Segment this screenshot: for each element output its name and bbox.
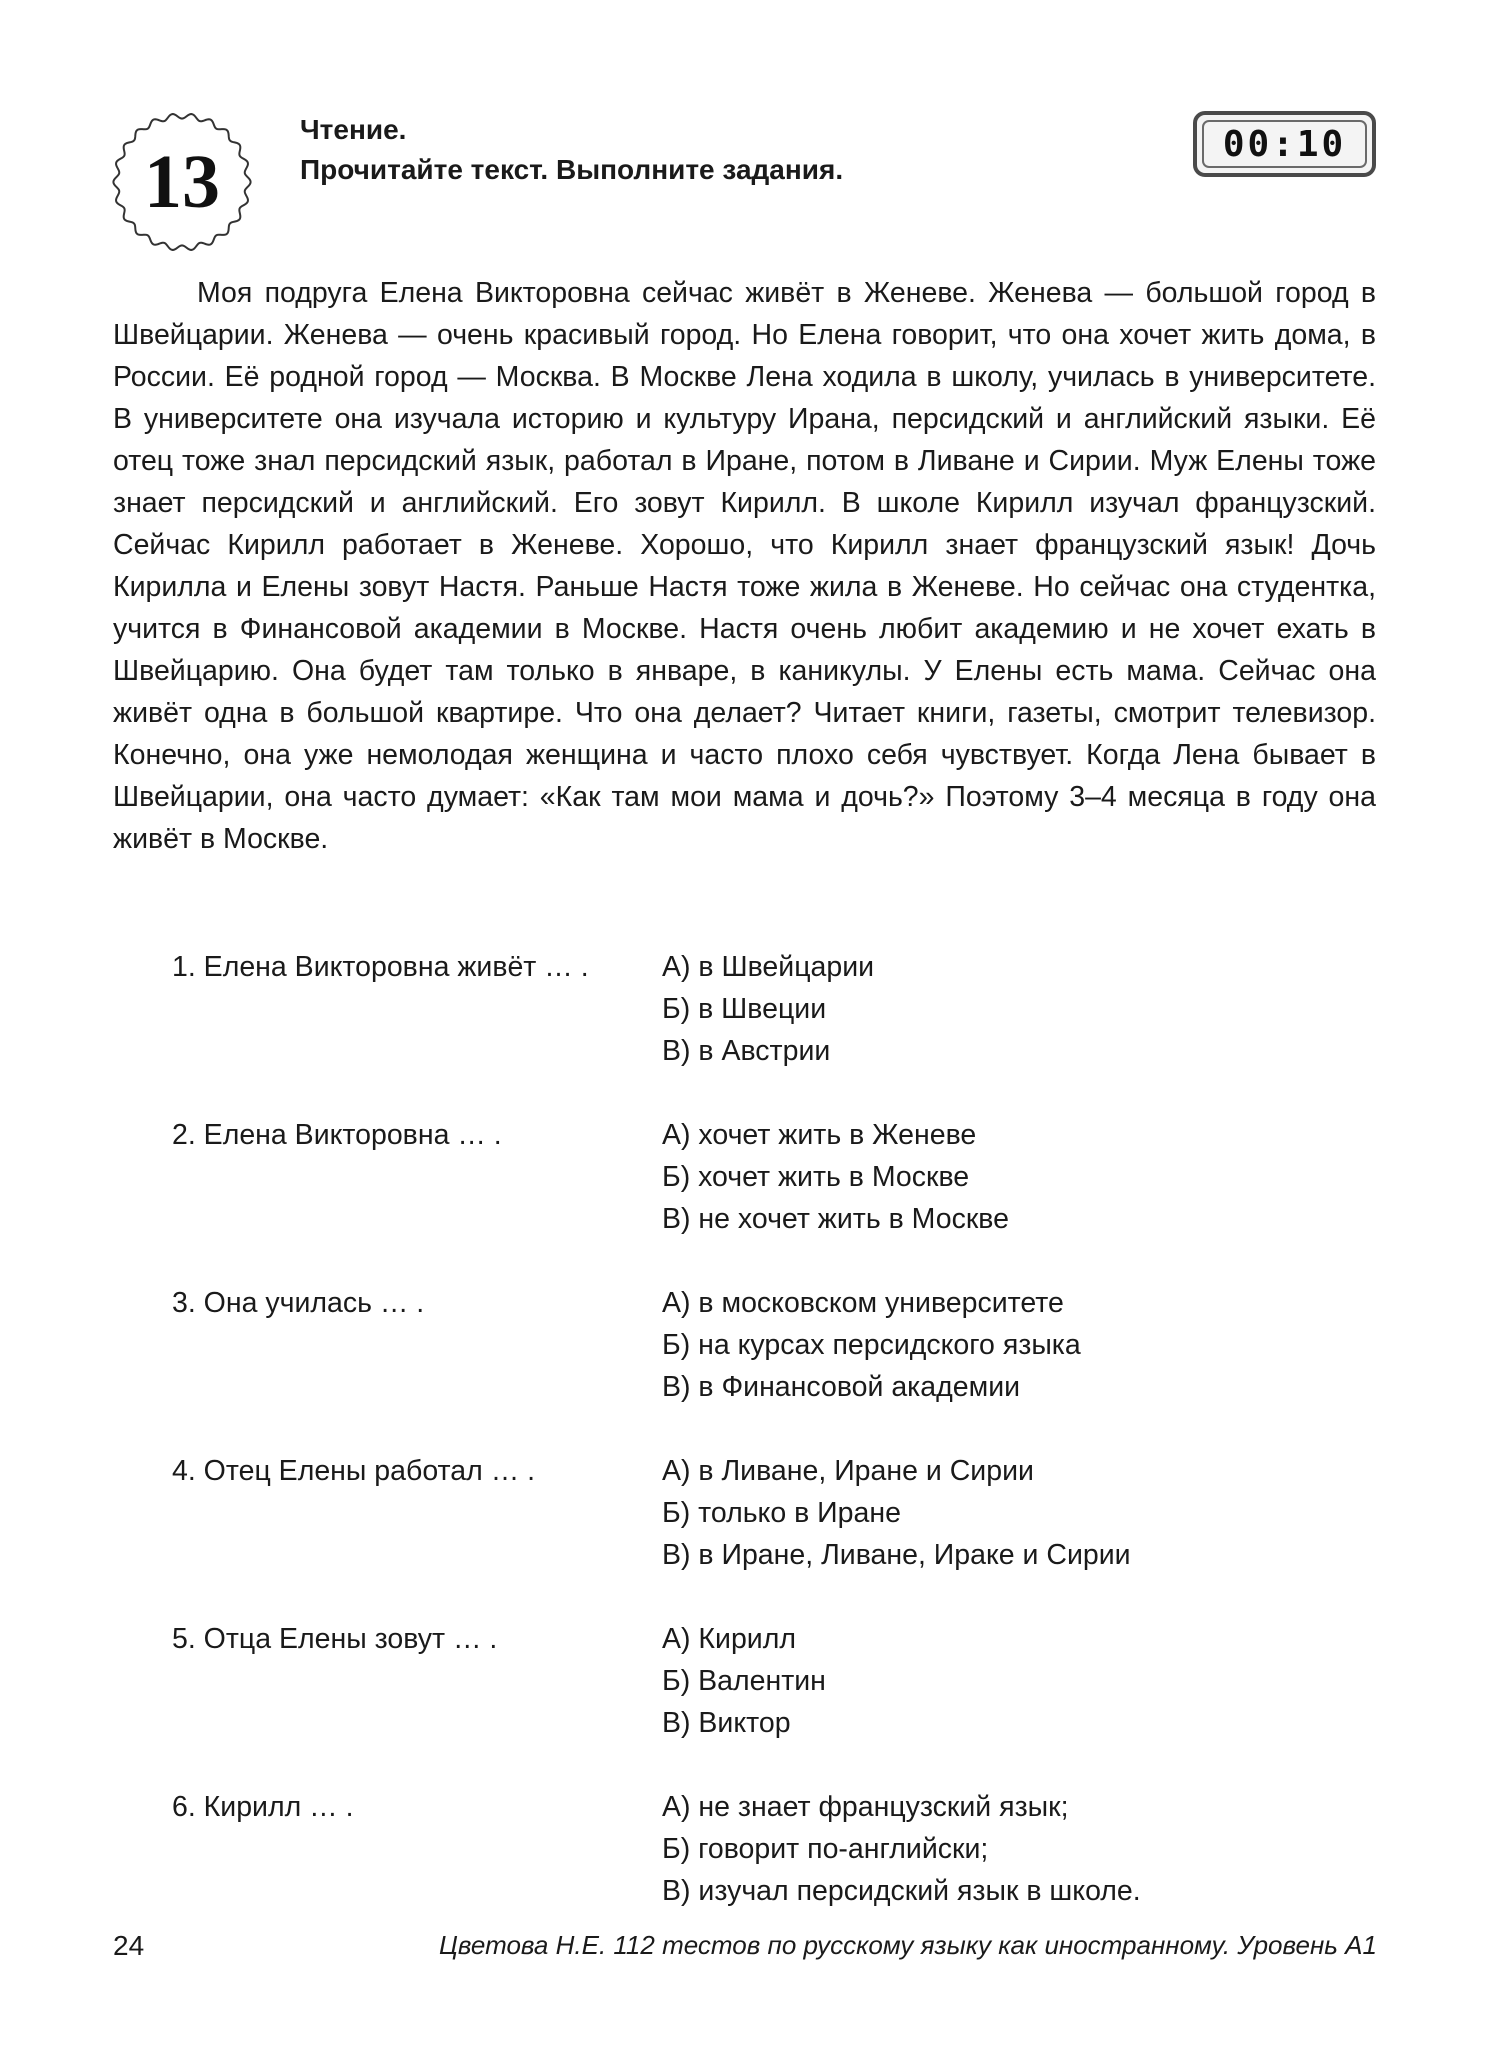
task-number: 13: [144, 139, 220, 224]
answer-option[interactable]: А) хочет жить в Женеве: [662, 1119, 977, 1151]
task-number-badge: [108, 108, 256, 256]
answer-option[interactable]: А) не знает французский язык;: [662, 1791, 1069, 1823]
answer-option[interactable]: В) не хочет жить в Москве: [662, 1203, 1009, 1235]
answer-options: [662, 1450, 1131, 1576]
answer-option[interactable]: В) в Австрии: [662, 1035, 831, 1067]
answer-option[interactable]: В) в Финансовой академии: [662, 1371, 1021, 1403]
answer-option[interactable]: А) Кирилл: [662, 1623, 796, 1655]
answer-option[interactable]: Б) говорит по-английски;: [662, 1833, 989, 1865]
question-4: [172, 1450, 1322, 1618]
timer-badge: [1193, 111, 1376, 177]
answer-option[interactable]: Б) только в Иране: [662, 1497, 901, 1529]
question-text: 6. Кирилл … .: [172, 1791, 354, 1823]
question-text: 1. Елена Викторовна живёт … .: [172, 951, 589, 983]
question-3: [172, 1282, 1322, 1450]
question-text: 4. Отец Елены работал … .: [172, 1455, 536, 1487]
answer-options: [662, 946, 874, 1072]
answer-option[interactable]: В) в Иране, Ливане, Ираке и Сирии: [662, 1539, 1131, 1571]
answer-option[interactable]: В) изучал персидский язык в школе.: [662, 1875, 1141, 1907]
answer-option[interactable]: А) в Швейцарии: [662, 951, 875, 983]
timer-value: 00:10: [1202, 120, 1367, 168]
answer-options: [662, 1282, 1081, 1408]
answer-options: [662, 1618, 826, 1744]
answer-option[interactable]: А) в московском университете: [662, 1287, 1064, 1319]
task-heading: [300, 110, 843, 190]
answer-option[interactable]: Б) на курсах персидского языка: [662, 1329, 1081, 1361]
question-text: 2. Елена Викторовна … .: [172, 1119, 502, 1151]
page-number: 24: [113, 1930, 145, 1961]
section-title: Чтение.: [300, 114, 407, 145]
answer-options: [662, 1114, 1009, 1240]
question-list: [172, 946, 1322, 1954]
question-text: 3. Она училась … .: [172, 1287, 425, 1319]
answer-option[interactable]: Б) в Швеции: [662, 993, 827, 1025]
task-instruction: Прочитайте текст. Выполните задания.: [300, 154, 844, 185]
question-6: [172, 1786, 1322, 1954]
answer-option[interactable]: В) Виктор: [662, 1707, 791, 1739]
question-2: [172, 1114, 1322, 1282]
question-5: [172, 1618, 1322, 1786]
answer-options: [662, 1786, 1141, 1912]
question-1: [172, 946, 1322, 1114]
reading-text: Моя подруга Елена Викторовна сейчас живёт в Женеве. Женева — большой город в Швейцарии. Женева — очень красивый город. Но Елена говорит, что она хочет жить дома, в России. Её родной город — Москва. В Москве Лена ходила в школу, училась в университете. В университете она изучала историю и культуру Ирана, персидский и английский языки. Её отец тоже знал персидский язык, работал в Иране, потом в Ливане и Сирии. Муж Елены тоже знает персидский и английский. Его зовут Кирилл. В школе Кирилл изучал французский. Сейчас Кирилл работает в Женеве. Хорошо, что Кирилл знает французский язык! Дочь Кирилла и Елены зовут Настя. Раньше Настя тоже жила в Женеве. Но сейчас она студентка, учится в Финансовой академии в Москве. Настя очень любит академию и не хочет ехать в Швейцарию. Она будет там только в январе, в каникулы. У Елены есть мама. Сейчас она живёт одна в большой квартире. Что она делает? Читает книги, газеты, смотрит телевизор. Конечно, она уже немолодая женщина и часто плохо себя чувствует. Когда Лена бывает в Швейцарии, она часто думает: «Как там мои мама и дочь?» Поэтому 3–4 месяца в году она живёт в Москве.: [113, 277, 1376, 855]
answer-option[interactable]: А) в Ливане, Иране и Сирии: [662, 1455, 1034, 1487]
book-credit: Цветова Н.Е. 112 тестов по русскому языку как иностранному. Уровень А1: [439, 1930, 1377, 1960]
answer-option[interactable]: Б) Валентин: [662, 1665, 826, 1697]
answer-option[interactable]: Б) хочет жить в Москве: [662, 1161, 970, 1193]
question-text: 5. Отца Елены зовут … .: [172, 1623, 498, 1655]
